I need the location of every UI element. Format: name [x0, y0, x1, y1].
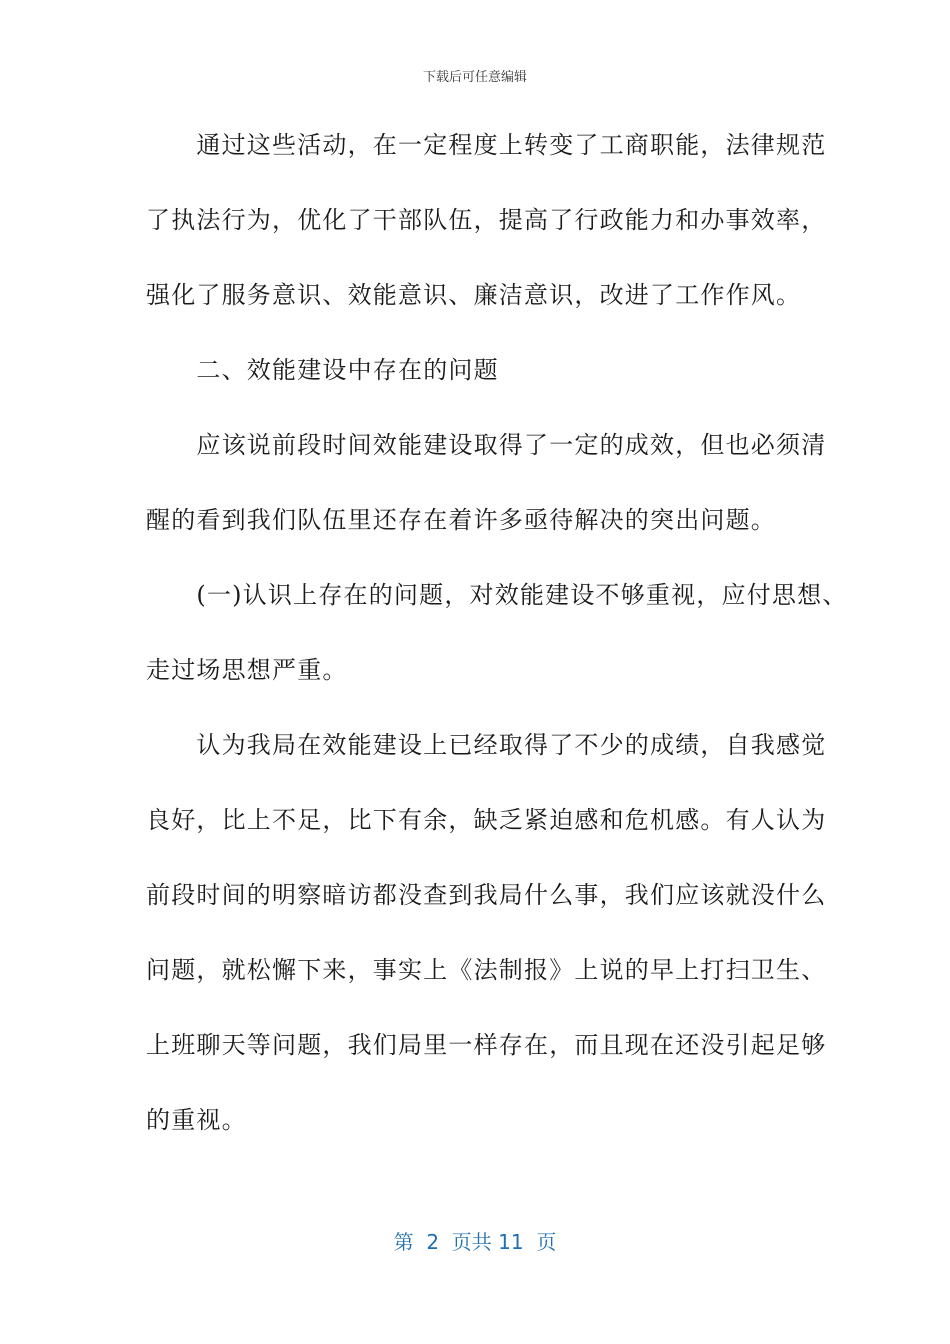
paragraph-line: 良好，比上不足，比下有余，缺乏紧迫感和危机感。有人认为: [146, 806, 827, 834]
page-number-footer: 第 2 页共 11 页: [393, 1230, 557, 1254]
paragraph-line: 了执法行为，优化了干部队伍，提高了行政能力和办事效率，: [146, 206, 827, 234]
paragraph-line: 上班聊天等问题，我们局里一样存在，而且现在还没引起足够: [146, 1031, 827, 1059]
paragraph-line: (一)认识上存在的问题，对效能建设不够重视，应付思想、: [146, 581, 848, 609]
paragraph-line: 强化了服务意识、效能意识、廉洁意识，改进了工作作风。: [146, 281, 802, 309]
paragraph-line: 问题，就松懈下来，事实上《法制报》上说的早上打扫卫生、: [146, 956, 827, 984]
paragraph-line: 认为我局在效能建设上已经取得了不少的成绩，自我感觉: [146, 731, 827, 759]
paragraph-line: 通过这些活动，在一定程度上转变了工商职能，法律规范: [146, 131, 827, 159]
paragraph-line: 应该说前段时间效能建设取得了一定的成效，但也必须清: [146, 431, 827, 459]
page-header: 下载后可任意编辑: [422, 70, 527, 85]
section-heading: 二、效能建设中存在的问题: [146, 356, 499, 384]
paragraph-line: 走过场思想严重。: [146, 656, 348, 684]
paragraph-line: 的重视。: [146, 1106, 247, 1134]
paragraph-line: 前段时间的明察暗访都没查到我局什么事，我们应该就没什么: [146, 881, 827, 909]
paragraph-line: 醒的看到我们队伍里还存在着许多亟待解决的突出问题。: [146, 506, 776, 534]
